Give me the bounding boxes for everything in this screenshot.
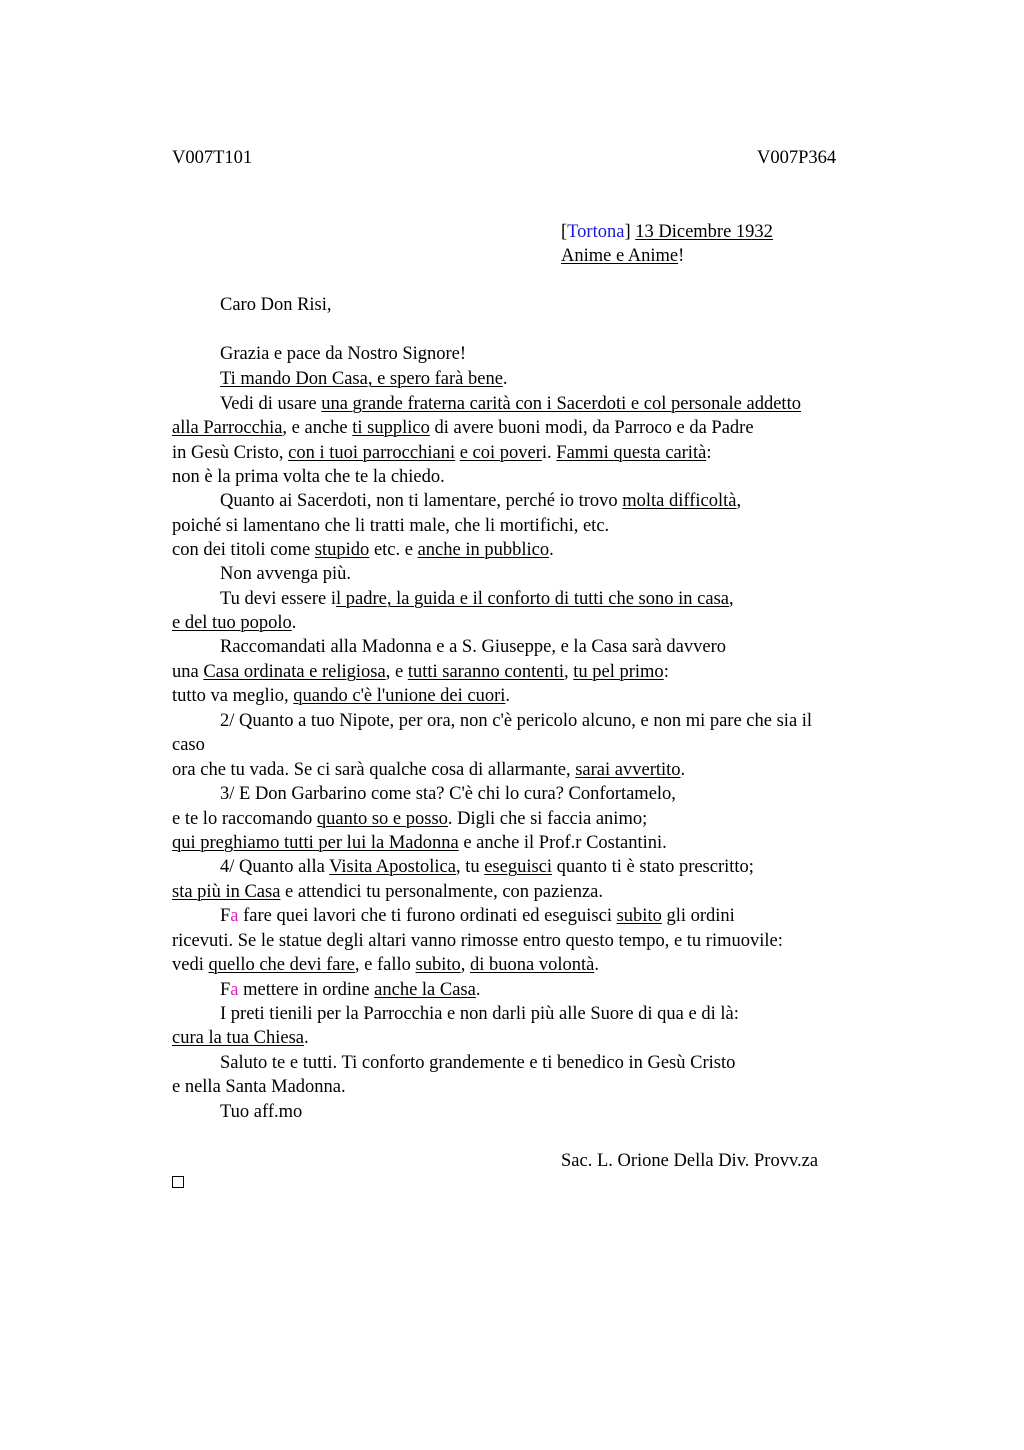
body-line (172, 759, 685, 781)
text-segment: e nella Santa Madonna. (172, 1077, 346, 1097)
text-segment: . (475, 980, 481, 1000)
body-line (220, 1052, 735, 1074)
body-line (172, 661, 669, 683)
body-line (172, 734, 205, 756)
body-line (220, 1003, 739, 1025)
archive-code-right: V007P364 (757, 148, 837, 168)
underlined-phrase: quando c'è l'unione dei cuori (293, 686, 506, 706)
underlined-phrase: alla Parrocchia (172, 418, 283, 438)
text-segment: , (460, 955, 470, 975)
underlined-phrase: tu pel primo (573, 662, 664, 682)
text-segment: una (172, 662, 204, 682)
text-segment: . (291, 613, 297, 633)
text-segment: a (230, 980, 239, 1000)
underlined-phrase: anche la Casa (374, 980, 476, 1000)
body-line (172, 515, 609, 537)
text-segment: e attendici tu personalmente, con pazienza. (280, 882, 603, 902)
text-segment: di avere buoni modi, da Parroco e da Padre (429, 418, 754, 438)
underlined-phrase: con i tuoi parrocchiani (288, 443, 456, 463)
text-segment: , (736, 491, 742, 511)
text-segment: non è la prima volta che te la chiedo. (172, 467, 445, 487)
text-segment: . (505, 686, 511, 706)
text-segment: F (220, 980, 231, 1000)
motto-text: Anime e Anime (561, 246, 679, 266)
motto-exclamation: ! (678, 246, 685, 266)
text-segment: poiché si lamentano che li tratti male, che li mortifichi, etc. (172, 516, 610, 536)
body-line (220, 710, 812, 732)
text-segment: Raccomandati alla Madonna e a S. Giuseppe, e la Casa sarà davvero (220, 637, 726, 657)
text-segment: 3/ E Don Garbarino come sta? C'è chi lo cura? Confortamelo, (220, 784, 676, 804)
body-line (220, 368, 508, 390)
underlined-phrase: subito (616, 906, 662, 926)
text-segment: vedi (172, 955, 209, 975)
body-line (172, 1076, 346, 1098)
text-segment: a (230, 906, 239, 926)
body-line (172, 954, 599, 976)
text-segment: Quanto ai Sacerdoti, non ti lamentare, perché io trovo (220, 491, 623, 511)
text-segment: fare quei lavori che ti furono ordinati ed eseguisci (238, 906, 617, 926)
dateline (561, 221, 773, 243)
text-segment: Vedi di usare (220, 394, 322, 414)
motto (561, 245, 684, 267)
dateline-date: 13 Dicembre 1932 (635, 222, 773, 242)
text-segment: i. (541, 443, 557, 463)
body-line (172, 442, 711, 464)
text-segment: , e fallo (354, 955, 416, 975)
place-bracket-close: ] (624, 222, 631, 242)
underlined-phrase: Fammi questa carità (556, 443, 707, 463)
underlined-phrase: stupido (314, 540, 370, 560)
text-segment: con dei titoli come (172, 540, 315, 560)
body-line (172, 881, 603, 903)
text-segment: ricevuti. Se le statue degli altari vanno rimosse entro questo tempo, e tu rimuovile: (172, 931, 783, 951)
text-segment: Tuo aff.mo (220, 1102, 303, 1122)
text-segment: . Digli che si faccia animo; (447, 809, 648, 829)
text-segment: , tu (455, 857, 485, 877)
text-segment: , (564, 662, 574, 682)
text-segment: . (502, 369, 508, 389)
underlined-phrase: l padre, la guida e il conforto di tutti che sono in casa (335, 589, 729, 609)
underlined-phrase: quello che devi fare (208, 955, 355, 975)
text-segment: mettere in ordine (238, 980, 375, 1000)
underlined-phrase: ti supplico (352, 418, 430, 438)
text-segment: in Gesù Cristo, (172, 443, 289, 463)
body-line (172, 808, 647, 830)
underlined-phrase: Casa ordinata e religiosa (203, 662, 386, 682)
text-segment: e anche il Prof.r Costantini. (458, 833, 667, 853)
body-line (220, 905, 735, 927)
text-segment: , (728, 589, 734, 609)
body-line (220, 563, 351, 585)
underlined-phrase: Visita Apostolica (329, 857, 456, 877)
body-line (172, 612, 296, 634)
text-segment: Saluto te e tutti. Ti conforto grandemente e ti benedico in Gesù Cristo (220, 1053, 736, 1073)
underlined-phrase: Ti mando Don Casa, e spero farà bene (220, 369, 503, 389)
body-line (220, 856, 754, 878)
body-line (172, 539, 554, 561)
underlined-phrase: anche in pubblico (417, 540, 550, 560)
body-line (172, 832, 667, 854)
underlined-phrase: eseguisci (484, 857, 553, 877)
underlined-phrase: una grande fraterna carità con i Sacerdoti e col personale addetto (321, 394, 801, 414)
signature: Sac. L. Orione Della Div. Provv.za (561, 1151, 819, 1171)
text-segment: Non avvenga più. (220, 564, 352, 584)
body-line (220, 783, 676, 805)
body-line (172, 930, 783, 952)
place-bracket-open: [ (561, 222, 568, 242)
dateline-place: Tortona (567, 222, 625, 242)
text-segment: I preti tienili per la Parrocchia e non darli più alle Suore di qua e di là: (220, 1004, 739, 1024)
underlined-phrase: cura la tua Chiesa (172, 1028, 305, 1048)
text-segment: . (680, 760, 686, 780)
text-segment: . (549, 540, 554, 560)
body-line (220, 636, 726, 658)
text-segment: , e anche (282, 418, 353, 438)
underlined-phrase: quanto so e posso (316, 809, 448, 829)
text-segment: quanto ti è stato prescritto; (552, 857, 754, 877)
underlined-phrase: e coi pover (459, 443, 542, 463)
text-segment: Tu devi essere i (220, 589, 336, 609)
underlined-phrase: sta più in Casa (172, 882, 281, 902)
underlined-phrase: sarai avvertito (575, 760, 681, 780)
square-box-icon (172, 1176, 184, 1188)
body-line (172, 417, 754, 439)
body-line (220, 588, 734, 610)
body-line (220, 294, 332, 316)
text-segment: . (304, 1028, 309, 1048)
text-segment: . (594, 955, 599, 975)
body-line (220, 393, 801, 415)
underlined-phrase: subito (415, 955, 461, 975)
text-segment: ora che tu vada. Se ci sarà qualche cosa di allarmante, (172, 760, 576, 780)
text-segment: tutto va meglio, (172, 686, 294, 706)
text-segment: caso (172, 735, 205, 755)
text-segment: 4/ Quanto alla (220, 857, 330, 877)
text-segment: Caro Don Risi, (220, 295, 332, 315)
text-segment: , e (385, 662, 408, 682)
underlined-phrase: e del tuo popolo (172, 613, 292, 633)
body-line (220, 343, 466, 365)
underlined-phrase: qui preghiamo tutti per lui la Madonna (172, 833, 459, 853)
text-segment: : (663, 662, 669, 682)
body-line (220, 1101, 302, 1123)
text-segment: 2/ Quanto a tuo Nipote, per ora, non c'è pericolo alcuno, e non mi pare che sia il (220, 711, 813, 731)
text-segment: gli ordini (661, 906, 735, 926)
underlined-phrase: tutti saranno contenti (407, 662, 564, 682)
text-segment: F (220, 906, 231, 926)
body-line (220, 979, 480, 1001)
body-line (172, 466, 445, 488)
body-line (220, 490, 741, 512)
body-line (172, 685, 510, 707)
text-segment: e te lo raccomando (172, 809, 317, 829)
text-segment: : (706, 443, 712, 463)
text-segment: Grazia e pace da Nostro Signore! (220, 344, 467, 364)
body-line (172, 1027, 309, 1049)
underlined-phrase: molta difficoltà (622, 491, 737, 511)
text-segment: etc. e (369, 540, 418, 560)
underlined-phrase: di buona volontà (469, 955, 595, 975)
archive-code-left: V007T101 (172, 148, 253, 168)
